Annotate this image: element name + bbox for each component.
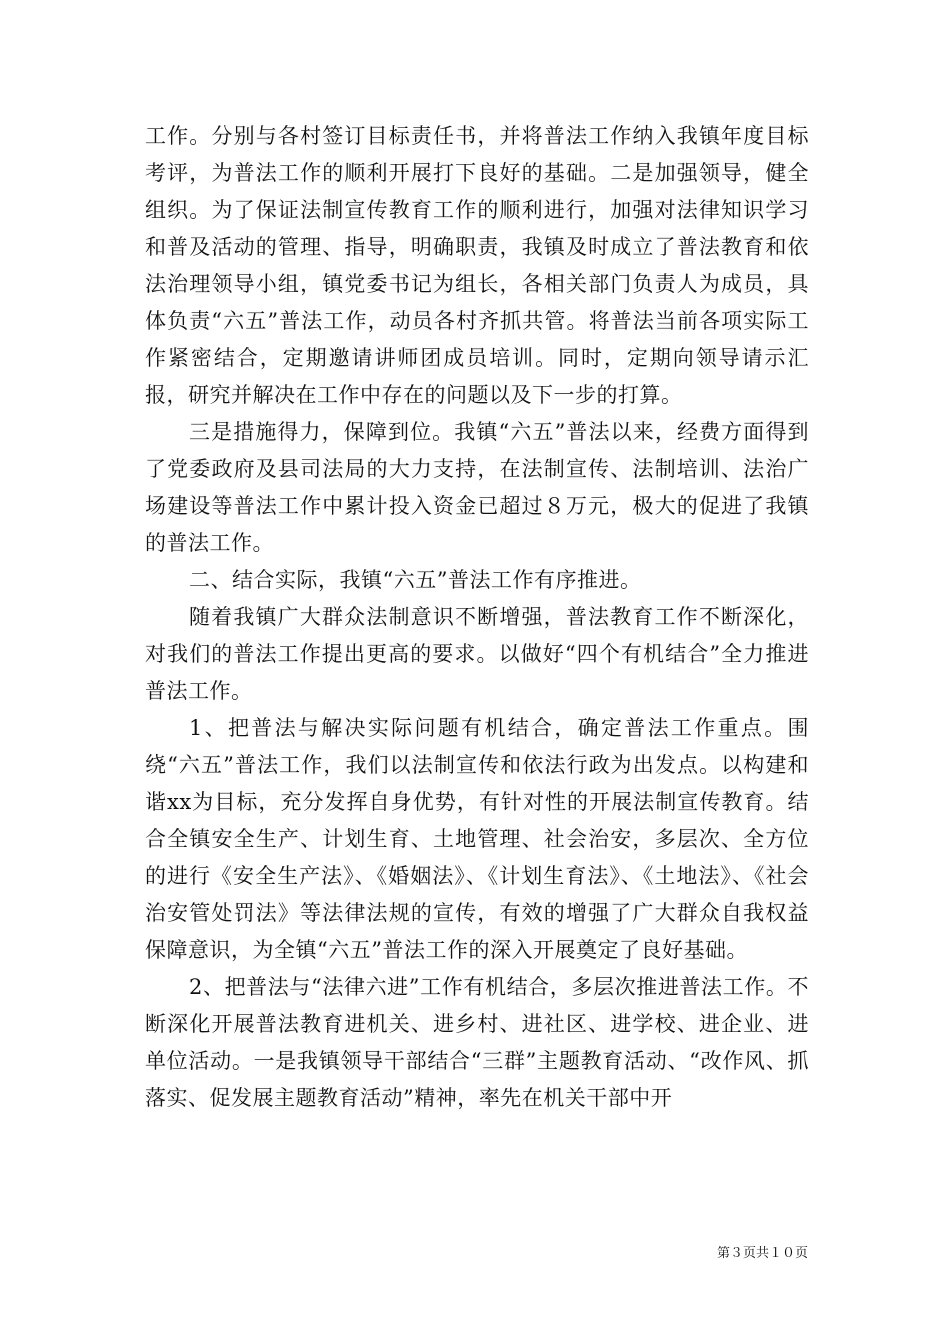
- paragraph-5: 1、把普法与解决实际问题有机结合，确定普法工作重点。围绕“六五”普法工作，我们以法制宣传和依法行政为出发点。以构建和谐xx为目标，充分发挥自身优势，有针对性的开展法制宣传教育。结合全镇安全生产、计划生育、土地管理、社会治安，多层次、全方位的进行《安全生产法》、《婚姻法》、《计划生育法》、《土地法》、《社会治安管处罚法》等法律法规的宣传，有效的增强了广大群众自我权益保障意识，为全镇“六五”普法工作的深入开展奠定了良好基础。: [145, 716, 809, 962]
- document-body: [145, 118, 809, 1117]
- paragraph-6: 2、把普法与“法律六进”工作有机结合，多层次推进普法工作。不断深化开展普法教育进机关、进乡村、进社区、进学校、进企业、进单位活动。一是我镇领导干部结合“三群”主题教育活动、“改作风、抓落实、促发展主题教育活动”精神，率先在机关干部中开: [145, 975, 809, 1110]
- paragraph-4: 随着我镇广大群众法制意识不断增强，普法教育工作不断深化，对我们的普法工作提出更高的要求。以做好“四个有机结合”全力推进普法工作。: [145, 605, 809, 703]
- paragraph-3: 二、结合实际，我镇“六五”普法工作有序推进。: [189, 568, 642, 592]
- paragraph-1: 工作。分别与各村签订目标责任书，并将普法工作纳入我镇年度目标考评，为普法工作的顺利开展打下良好的基础。二是加强领导，健全组织。为了保证法制宣传教育工作的顺利进行，加强对法律知识学习和普及活动的管理、指导，明确职责，我镇及时成立了普法教育和依法治理领导小组，镇党委书记为组长，各相关部门负责人为成员，具体负责“六五”普法工作，动员各村齐抓共管。将普法当前各项实际工作紧密结合，定期邀请讲师团成员培训。同时，定期向领导请示汇报，研究并解决在工作中存在的问题以及下一步的打算。: [145, 124, 809, 407]
- page-number-footer: 第３页共１０页: [716, 1246, 808, 1261]
- paragraph-2: 三是措施得力，保障到位。我镇“六五”普法以来，经费方面得到了党委政府及县司法局的大力支持，在法制宣传、法制培训、法治广场建设等普法工作中累计投入资金已超过８万元，极大的促进了我镇的普法工作。: [145, 420, 809, 555]
